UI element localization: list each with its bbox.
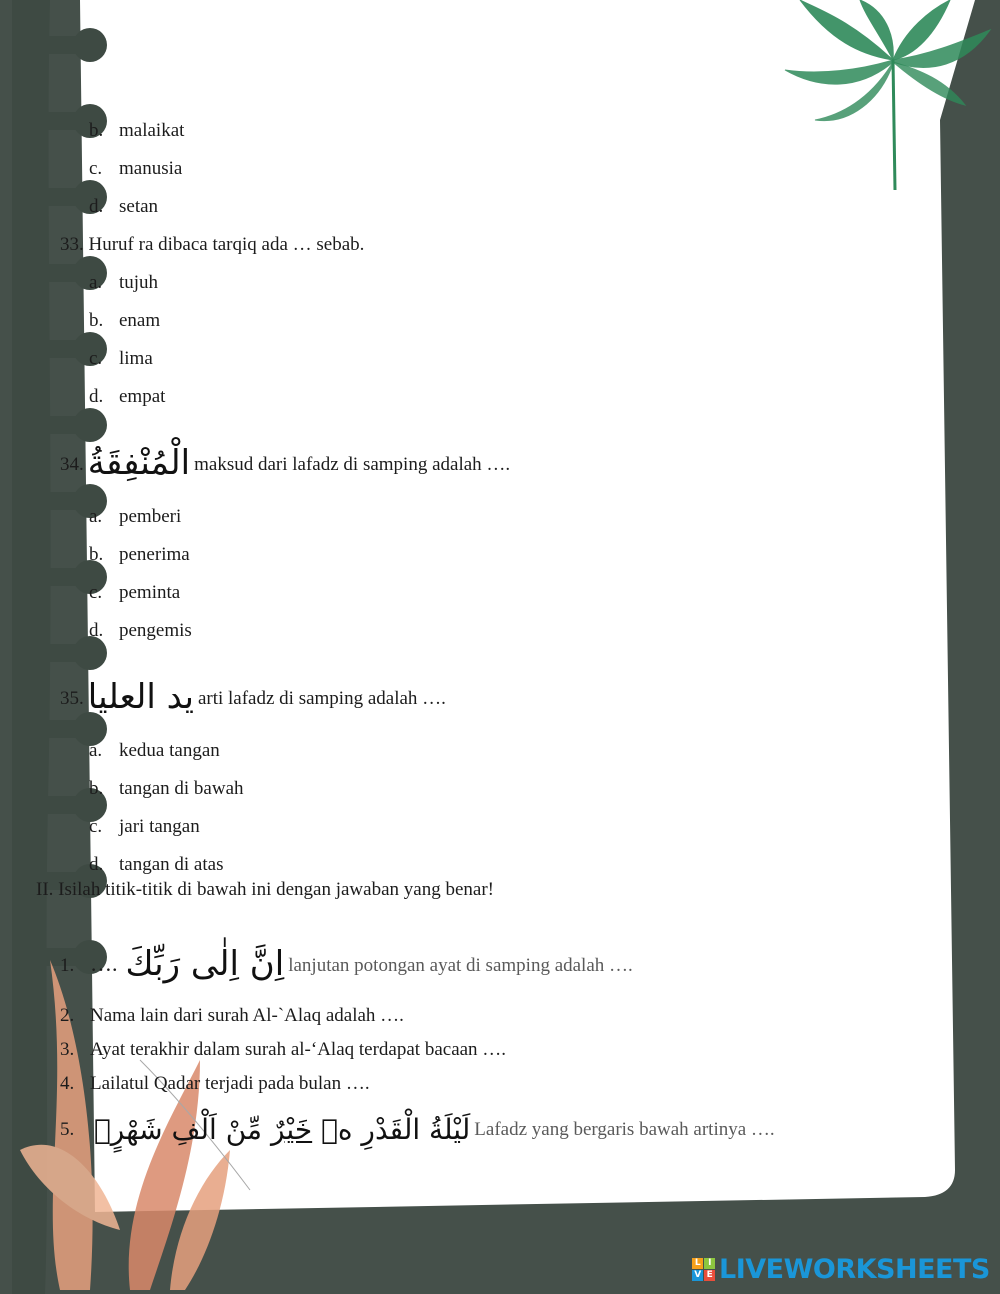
option-text: malaikat	[119, 120, 185, 141]
question-number: 35.	[60, 688, 84, 709]
question-text: Lailatul Qadar terjadi pada bulan ….	[90, 1073, 370, 1094]
option-letter: a.	[89, 272, 103, 293]
arabic-part: مِّنْ اَلْفِ شَهْرٍۗ	[94, 1113, 263, 1146]
answer-option[interactable]	[89, 739, 220, 763]
option-letter: a.	[89, 506, 103, 527]
question-number: 1.	[60, 955, 75, 976]
option-text: tujuh	[119, 272, 159, 293]
option-letter: c.	[89, 582, 103, 603]
question-number: 34.	[60, 454, 84, 475]
answer-blank: ….	[90, 951, 118, 976]
question-text: Nama lain dari surah Al-`Alaq adalah ….	[90, 1005, 404, 1026]
option-letter: d.	[89, 386, 104, 407]
question-number: 5.	[60, 1119, 75, 1140]
option-letter: d.	[89, 196, 104, 217]
question-stem	[60, 233, 364, 257]
answer-option[interactable]	[89, 815, 200, 839]
option-text: pemberi	[119, 506, 182, 527]
question-text: Lafadz yang bergaris bawah artinya ….	[474, 1119, 775, 1140]
arabic-verse	[94, 1113, 470, 1146]
option-letter: b.	[89, 544, 104, 565]
option-text: setan	[119, 196, 159, 217]
answer-option[interactable]	[89, 195, 158, 219]
option-letter: d.	[89, 854, 104, 875]
option-letter: b.	[89, 120, 104, 141]
question-text: maksud dari lafadz di samping adalah ….	[194, 454, 511, 475]
arabic-underlined-word: خَيْرٌ	[270, 1113, 313, 1146]
option-letter: c.	[89, 348, 103, 369]
fill-in-question[interactable]	[60, 1038, 506, 1062]
option-letter: c.	[89, 816, 103, 837]
question-text: arti lafadz di samping adalah ….	[197, 688, 446, 709]
answer-option[interactable]	[89, 309, 160, 333]
answer-option[interactable]	[89, 543, 190, 567]
option-text: enam	[119, 310, 161, 331]
fill-in-question[interactable]	[60, 1072, 370, 1096]
question-number: 4.	[60, 1073, 75, 1094]
question-text: Ayat terakhir dalam surah al-‘Alaq terdapat bacaan ….	[90, 1039, 507, 1060]
option-text: tangan di bawah	[119, 778, 244, 799]
question-text: Huruf ra dibaca tarqiq ada … sebab.	[88, 234, 365, 255]
question-number: 2.	[60, 1005, 75, 1026]
answer-option[interactable]	[89, 853, 223, 877]
option-text: pengemis	[119, 620, 192, 641]
fill-in-question[interactable]	[60, 1004, 404, 1028]
answer-option[interactable]	[89, 619, 192, 643]
arabic-lafadz: الْمُنْفِقَةُ	[87, 443, 191, 483]
answer-option[interactable]	[89, 505, 181, 529]
answer-option[interactable]	[89, 347, 153, 371]
question-number: 3.	[60, 1039, 75, 1060]
option-text: kedua tangan	[119, 740, 220, 761]
answer-option[interactable]	[89, 385, 165, 409]
option-text: jari tangan	[119, 816, 200, 837]
option-text: peminta	[119, 582, 181, 603]
answer-option[interactable]	[89, 581, 180, 605]
answer-option[interactable]	[89, 119, 184, 143]
option-letter: c.	[89, 158, 103, 179]
question-text: lanjutan potongan ayat di samping adalah ….	[288, 955, 633, 976]
option-letter: d.	[89, 620, 104, 641]
question-number: 33.	[60, 234, 84, 255]
arabic-part: لَيْلَةُ الْقَدْرِ ەۙ	[321, 1113, 471, 1146]
logo-grid-icon: L I V E	[692, 1258, 715, 1281]
fill-in-question[interactable]	[60, 1113, 775, 1146]
option-letter: a.	[89, 740, 103, 761]
answer-option[interactable]	[89, 777, 244, 801]
option-text: lima	[119, 348, 153, 369]
option-text: empat	[119, 386, 166, 407]
option-text: penerima	[119, 544, 190, 565]
option-letter: b.	[89, 310, 104, 331]
fill-in-question[interactable]	[60, 944, 633, 984]
question-stem	[60, 677, 446, 717]
arabic-verse: اِنَّ اِلٰى رَبِّكَ	[125, 944, 285, 984]
question-stem	[60, 443, 511, 483]
section-heading: II. Isilah titik-titik di bawah ini dengan jawaban yang benar!	[36, 879, 494, 900]
liveworksheets-logo	[692, 1255, 990, 1283]
logo-text: LIVEWORKSHEETS	[719, 1253, 990, 1285]
answer-option[interactable]	[89, 271, 158, 295]
option-text: tangan di atas	[119, 854, 224, 875]
option-letter: b.	[89, 778, 104, 799]
option-text: manusia	[119, 158, 183, 179]
arabic-lafadz: يد العليا	[87, 677, 194, 717]
answer-option[interactable]	[89, 157, 182, 181]
